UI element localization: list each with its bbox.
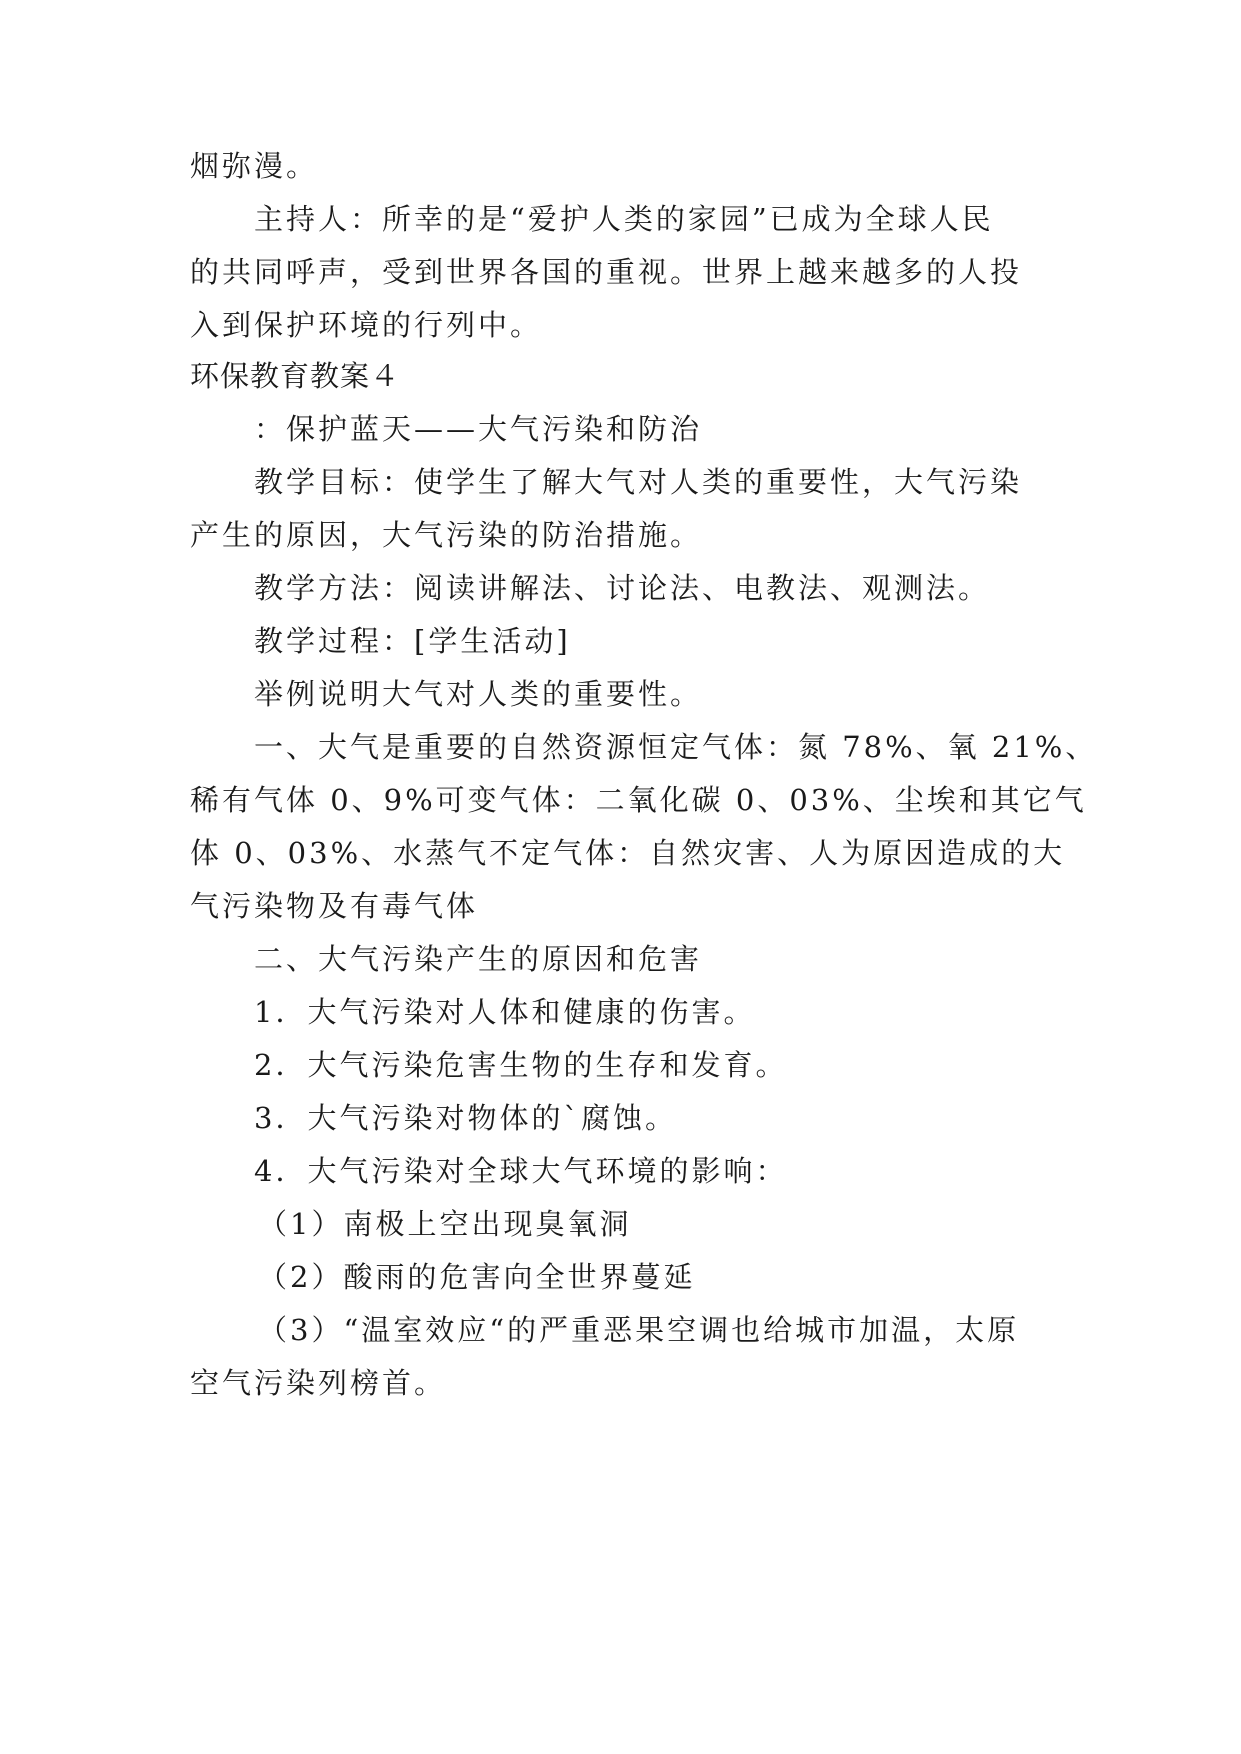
- text-line-10: 教学过程：[学生活动]: [254, 624, 571, 658]
- text-line-14: 体 0、03%、水蒸气不定气体：自然灾害、人为原因造成的大: [190, 836, 1066, 870]
- section-title: 环保教育教案４: [190, 359, 401, 393]
- lesson-topic: ：保护蓝天——大气污染和防治: [254, 412, 703, 446]
- list-item-4: 4．大气污染对全球大气环境的影响：: [254, 1154, 788, 1188]
- text-line-16: 二、大气污染产生的原因和危害: [254, 942, 703, 976]
- text-line-2: 主持人：所幸的是“爱护人类的家园”已成为全球人民: [254, 202, 994, 236]
- text-line-15: 气污染物及有毒气体: [190, 889, 479, 923]
- list-item-3: 3．大气污染对物体的`腐蚀。: [254, 1101, 677, 1135]
- list-item-2: 2．大气污染危害生物的生存和发育。: [254, 1048, 788, 1082]
- sub-item-2: （2）酸雨的危害向全世界蔓延: [258, 1260, 696, 1294]
- text-line-24: 空气污染列榜首。: [190, 1366, 447, 1400]
- sub-item-1: （1）南极上空出现臭氧洞: [258, 1207, 632, 1241]
- text-line-11: 举例说明大气对人类的重要性。: [254, 677, 703, 711]
- sub-item-3: （3）“温室效应“的严重恶果空调也给城市加温，太原: [258, 1313, 1020, 1347]
- text-line-7: 教学目标：使学生了解大气对人类的重要性，大气污染: [254, 465, 1023, 499]
- text-line-9: 教学方法：阅读讲解法、讨论法、电教法、观测法。: [254, 571, 991, 605]
- text-line-12: 一、大气是重要的自然资源恒定气体：氮 78%、氧 21%、: [254, 730, 1098, 764]
- text-line-3: 的共同呼声，受到世界各国的重视。世界上越来越多的人投: [190, 255, 1023, 289]
- text-line-8: 产生的原因，大气污染的防治措施。: [190, 518, 703, 552]
- text-line-1: 烟弥漫。: [190, 149, 319, 183]
- list-item-1: 1．大气污染对人体和健康的伤害。: [254, 995, 756, 1029]
- text-line-13: 稀有气体 0、9%可变气体：二氧化碳 0、03%、尘埃和其它气: [190, 783, 1087, 817]
- text-line-4: 入到保护环境的行列中。: [190, 308, 543, 342]
